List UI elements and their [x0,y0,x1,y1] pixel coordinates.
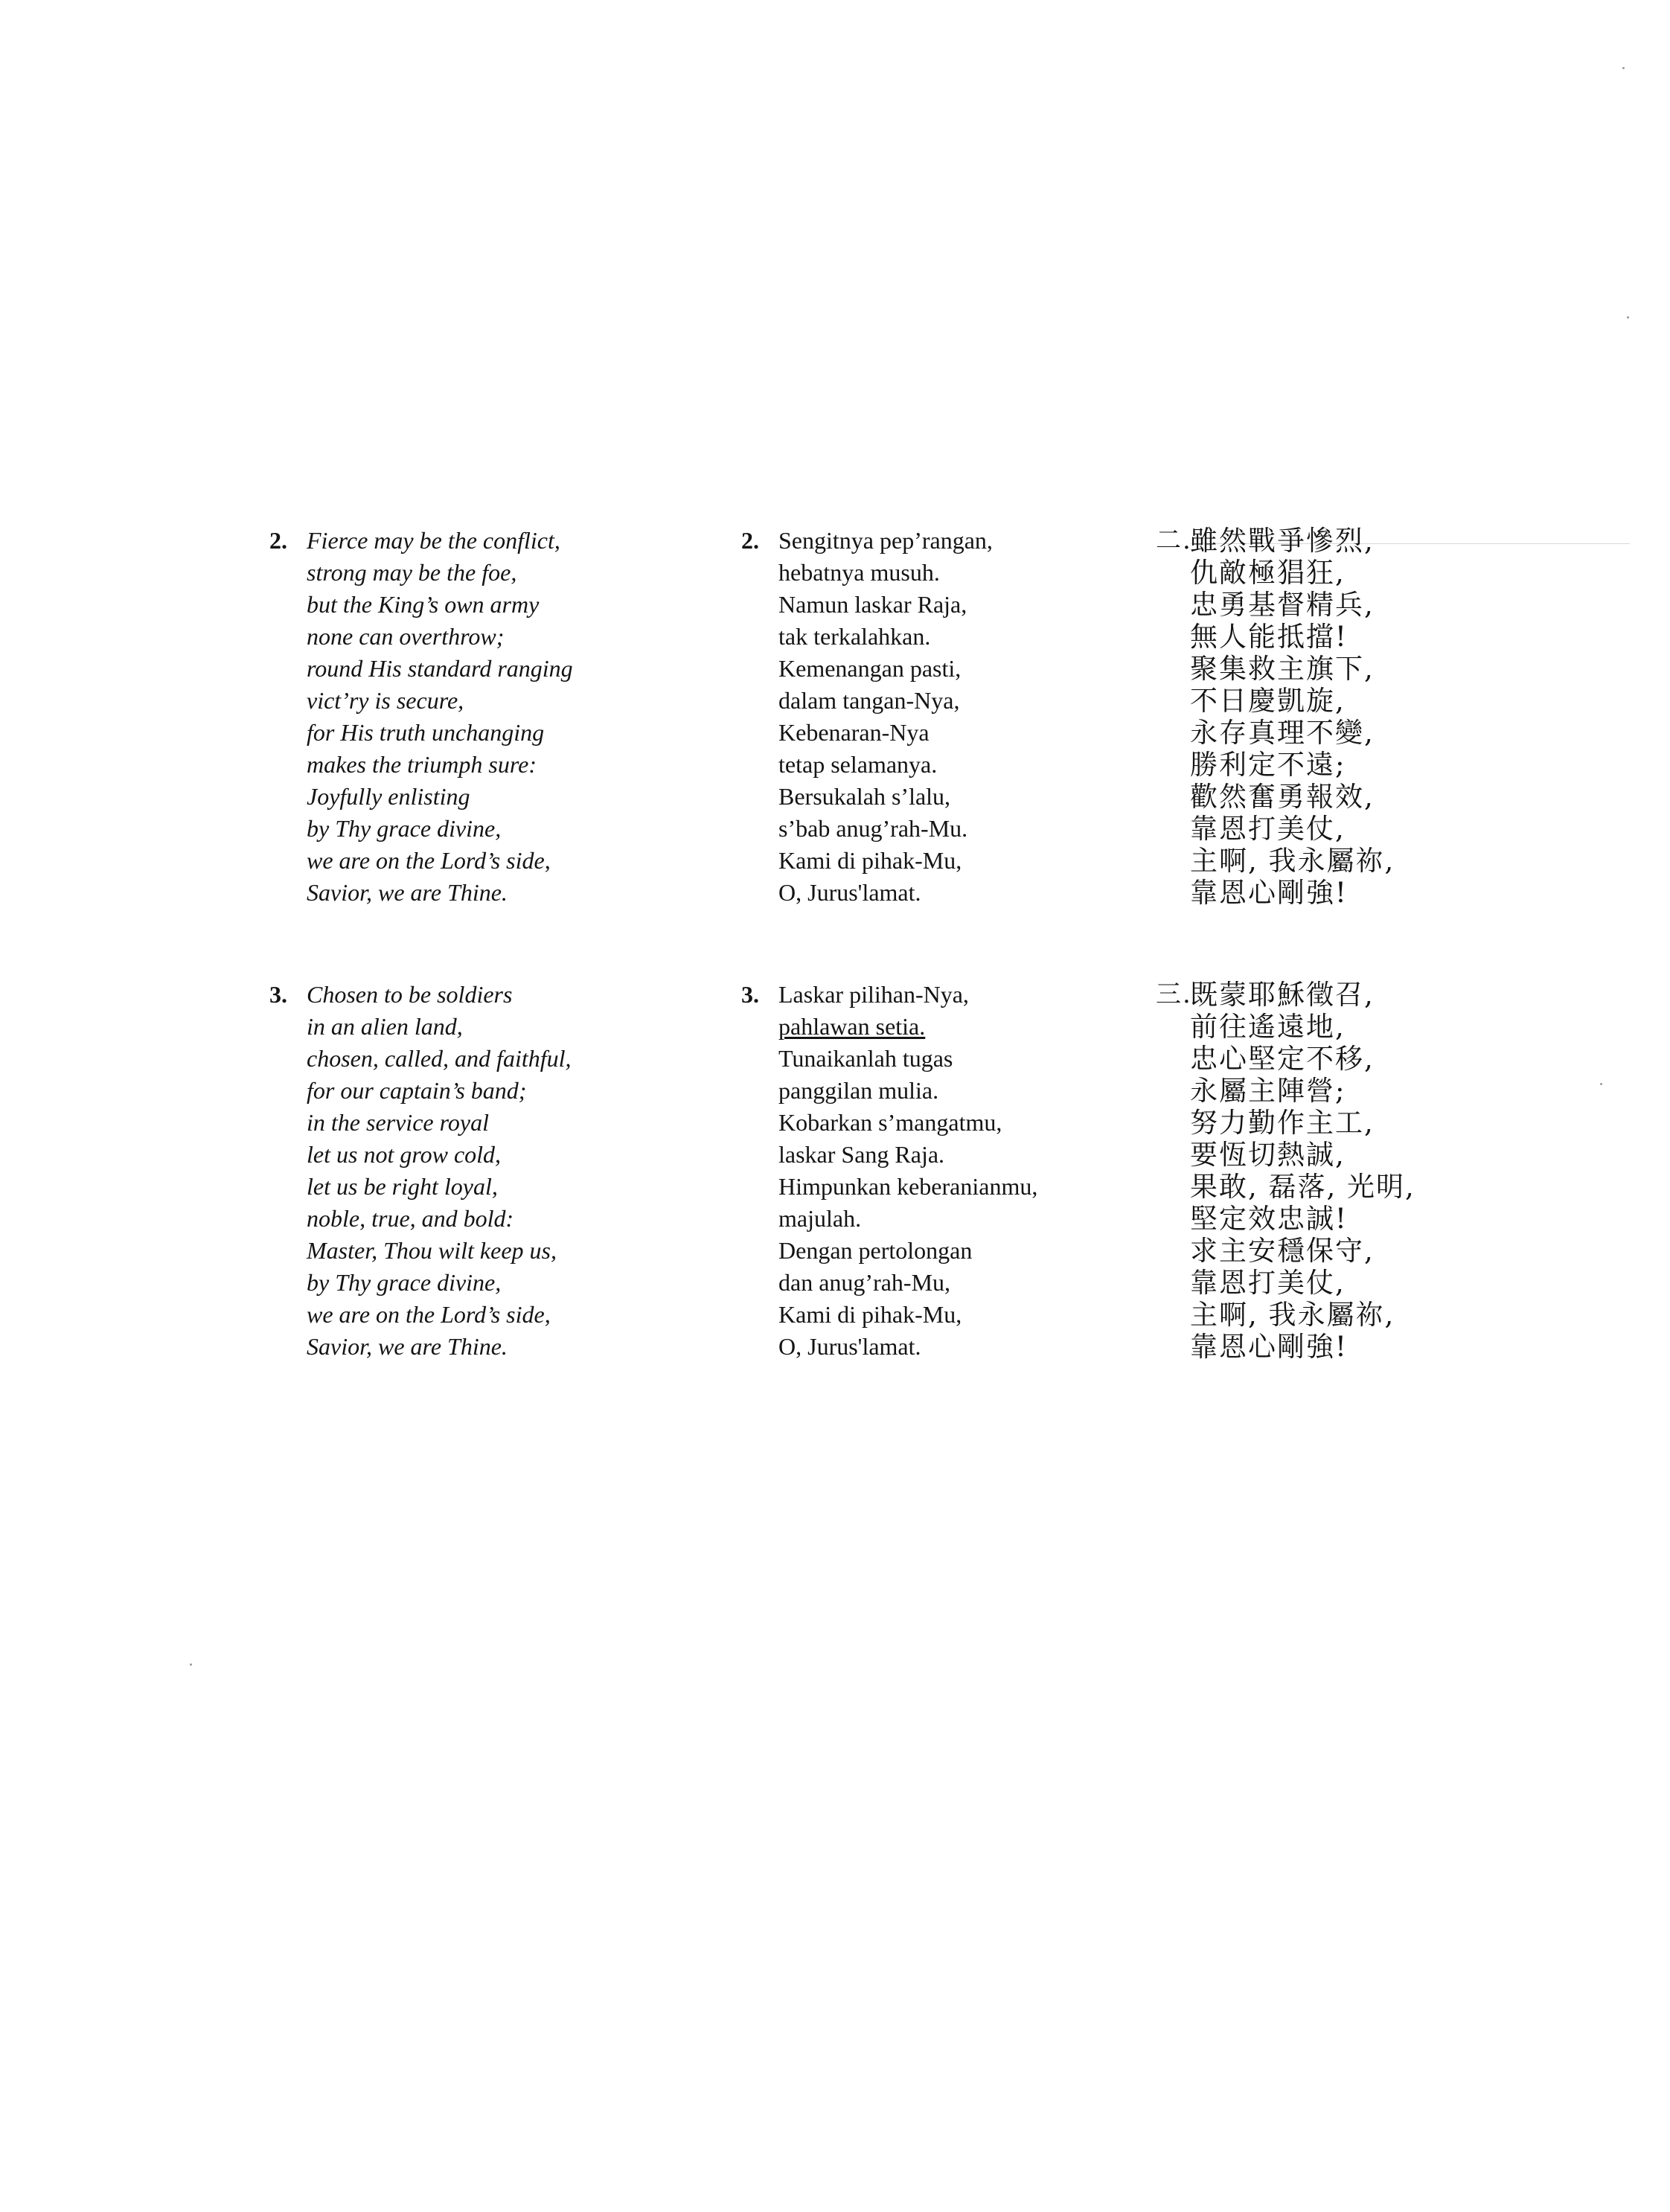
verse-line: strong may be the foe, [307,559,517,586]
verse-line: 靠恩心剛強! [1190,877,1348,909]
verse-line: 永存真理不變, [1190,717,1375,749]
verse-number: 2. [741,527,759,554]
verse-line: let us not grow cold, [307,1141,502,1168]
english-stanza-3 [269,979,572,1363]
verse-lines [1190,525,1395,909]
verse-line: pahlawan setia. [778,1013,926,1040]
verse-line: 不日慶凱旋, [1190,685,1346,717]
verse-line: in the service royal [307,1109,489,1136]
verse-line: O, Jurus'lamat. [778,1333,921,1360]
verse-line: Tunaikanlah tugas [778,1045,953,1072]
scan-speck [1627,316,1629,319]
verse-line: Master, Thou wilt keep us, [307,1237,557,1264]
verse-line: 前往遙遠地, [1190,1011,1346,1043]
verse-line: 勝利定不遠; [1190,749,1346,781]
verse-line: 永屬主陣營; [1190,1075,1346,1107]
verse-line: 既蒙耶穌徵召, [1190,979,1375,1011]
scan-speck [1600,1083,1602,1085]
verse-line: Kemenangan pasti, [778,655,962,682]
verse-line: Savior, we are Thine. [307,1333,508,1360]
verse-line: makes the triumph sure: [307,751,537,778]
verse-lines [307,525,573,909]
verse-line: hebatnya musuh. [778,559,940,586]
verse-line: round His standard ranging [307,655,573,682]
verse-line: Bersukalah s’lalu, [778,783,951,810]
verse-line: laskar Sang Raja. [778,1141,945,1168]
english-stanza-2 [269,525,573,909]
verse-line: 歡然奮勇報效, [1190,781,1375,813]
chinese-stanza-2 [1156,525,1395,909]
verse-line: 靠恩心剛強! [1190,1331,1348,1363]
verse-line: 努力勤作主工, [1190,1107,1375,1139]
verse-line: by Thy grace divine, [307,1269,502,1296]
verse-line: tak terkalahkan. [778,623,931,650]
verse-line: 求主安穩保守, [1190,1235,1375,1267]
verse-line: 靠恩打美仗, [1190,1267,1346,1299]
verse-line: Savior, we are Thine. [307,879,508,906]
verse-line: tetap selamanya. [778,751,938,778]
verse-number: 3. [741,981,759,1008]
verse-number: 2. [269,527,287,554]
verse-line: Fierce may be the conflict, [307,527,560,554]
verse-line: 堅定效忠誠! [1190,1203,1348,1235]
verse-line: for our captain’s band; [307,1077,527,1104]
verse-line: Namun laskar Raja, [778,591,967,618]
verse-line: Joyfully enlisting [307,783,470,810]
verse-line: Kebenaran-Nya [778,719,930,746]
verse-line: O, Jurus'lamat. [778,879,921,906]
verse-line: by Thy grace divine, [307,815,502,842]
verse-line: 主啊, 我永屬祢, [1190,845,1395,877]
verse-line: majulah. [778,1205,862,1232]
verse-line: Kobarkan s’mangatmu, [778,1109,1002,1136]
verse-line: 主啊, 我永屬祢, [1190,1299,1395,1331]
indonesian-stanza-2 [741,525,993,909]
verse-line: Dengan pertolongan [778,1237,973,1264]
verse-line: dalam tangan-Nya, [778,687,960,714]
verse-number: 3. [269,981,287,1008]
verse-line: dan anug’rah-Mu, [778,1269,951,1296]
verse-line: Chosen to be soldiers [307,981,513,1008]
verse-line: 靠恩打美仗, [1190,813,1346,845]
verse-number: 三. [1156,979,1192,1009]
verse-line: Sengitnya pep’rangan, [778,527,993,554]
verse-line: in an alien land, [307,1013,463,1040]
verse-line: Himpunkan keberanianmu, [778,1173,1038,1200]
verse-line: we are on the Lord’s side, [307,847,551,874]
verse-line: we are on the Lord’s side, [307,1301,551,1328]
verse-line: 果敢, 磊落, 光明, [1190,1171,1415,1203]
scan-speck [1622,67,1625,69]
verse-line: Kami di pihak-Mu, [778,1301,962,1328]
verse-line: 忠心堅定不移, [1190,1043,1375,1075]
verse-line: 忠勇基督精兵, [1190,589,1375,621]
verse-line: Laskar pilihan-Nya, [778,981,969,1008]
verse-line: noble, true, and bold: [307,1205,514,1232]
verse-line: but the King’s own army [307,591,540,618]
verse-line: panggilan mulia. [778,1077,939,1104]
verse-line: let us be right loyal, [307,1173,498,1200]
verse-line: 要恆切熱誠, [1190,1139,1346,1171]
verse-line: Kami di pihak-Mu, [778,847,962,874]
verse-number: 二. [1156,525,1192,555]
verse-line: 無人能抵擋! [1190,621,1348,653]
verse-line: 雖然戰爭慘烈, [1190,525,1375,557]
verse-lines [307,979,572,1363]
verse-line: s’bab anug’rah-Mu. [778,815,968,842]
verse-lines [778,979,1037,1363]
verse-line: none can overthrow; [307,623,505,650]
verse-lines [778,525,993,909]
verse-line: vict’ry is secure, [307,687,464,714]
verse-line: 仇敵極猖狂, [1190,557,1346,589]
chinese-stanza-3 [1156,979,1415,1363]
verse-line: 聚集救主旗下, [1190,653,1375,685]
verse-line: chosen, called, and faithful, [307,1045,572,1072]
verse-line: for His truth unchanging [307,719,545,746]
verse-lines [1190,979,1415,1363]
indonesian-stanza-3 [741,979,1037,1363]
scan-speck [190,1663,192,1666]
